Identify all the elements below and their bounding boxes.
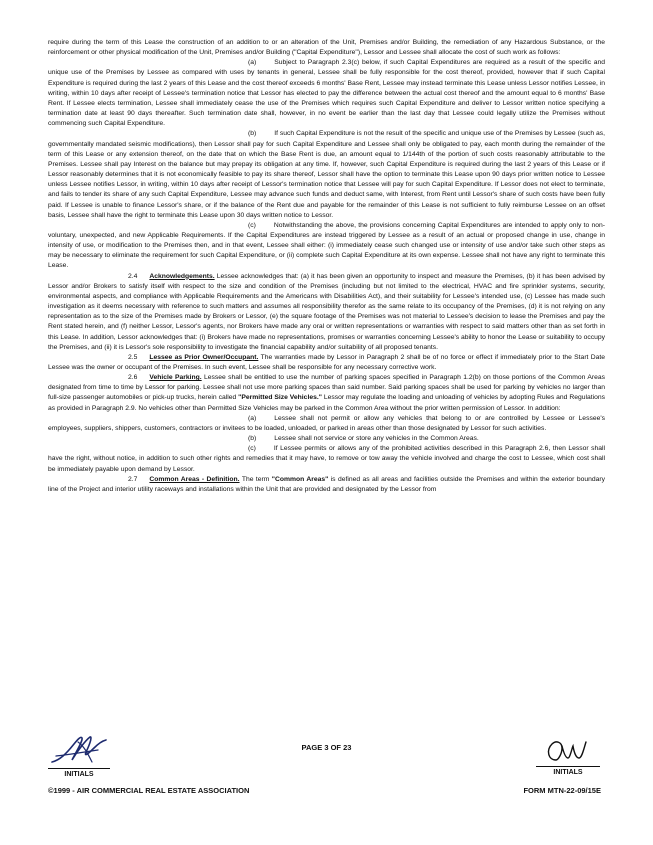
section-text: Lessee acknowledges that: (a) it has been given an opportunity to inspect and measure the Premises, (b) it has been advised by Lessor and/or Brokers to satisfy itself with respect to the size and condition of the Premises (including but not limited to the electrical, HVAC and fire sprinkler systems, security, environmental aspects, and compliance with Applicable Requirements and the Americans with Disabilities Act), and their suitability for Lessee's intended use, (c) Lessee has made such investigation as it deems necessary with reference to such matters and assumes all responsibility therefor as the same relate to its occupancy of the Premises, (d) it is not relying on any representation as to the size of the Premises made by Brokers or Lessor, (e) the square footage of the Premises was not material to Lessee's decision to lease the Premises and pay the Rent stated herein, and (f) neither Lessor, Lessor's agents, nor Brokers have made any oral or written representations or warranties with respect to said matters other than as set forth in this Lease. In addition, Lessor acknowledges that: (i) Brokers have made no representations, promises or warranties concerning Lessee's ability to honor the Lease or suitability to occupy the Premises, and (ii) it is Lessor's sole responsibility to investigate the financial capability and/or suitability of all proposed tenants. xyxy=(48,272,605,351)
section-2-6 xyxy=(48,373,605,414)
subparagraph-text: If such Capital Expenditure is not the result of the specific and unique use of the Premises by Lessee (such as, governmentally mandated seismic modifications), then Lessor shall pay for such Capital Expenditure and Lessee shall only be obligated to pay, each month during the remainder of the term of this Lease or any extension thereof, on the date that on which the Base Rent is due, an amount equal to 1/144th of the portion of such costs reasonably attributable to the Premises. Lessee shall pay Interest on the balance but may prepay its obligation at any time. If, however, such Capital Expenditure is required during the last 2 years of this Lease or if Lessor reasonably determines that it is not economically feasible to pay its share thereof, Lessor shall have the option to terminate this Lease upon 90 days prior written notice to Lessee unless Lessee notifies Lessor, in writing, within 10 days after receipt of Lessor's termination notice that Lessee will pay for such Capital Expenditure. If Lessor does not elect to terminate, and fails to tender its share of any such Capital Expenditure, Lessee may advance such funds and deduct same, with Interest, from Rent until Lessor's share of such costs have been fully paid. If Lessee is unable to finance Lessor's share, or if the balance of the Rent due and payable for the remainder of this Lease is not sufficient to fully reimburse Lessee on an offset basis, Lessee shall have the right to terminate this Lease upon 30 days written notice to Lessor. xyxy=(48,130,605,219)
section-text-continued: is defined as all areas and facilities outside the Premises and within the exterior boundary line of the Project and interior utility raceways and installations within the Unit that are provided and designated by the Lessor from xyxy=(48,475,605,493)
subparagraph-label: (b) xyxy=(248,130,257,138)
handwritten-initials-right-signature xyxy=(536,730,600,766)
section-2-7 xyxy=(48,475,605,495)
section-number: 2.6 xyxy=(128,374,138,382)
subparagraph-label: (a) xyxy=(248,414,257,422)
copyright-notice: ©1999 - AIR COMMERCIAL REAL ESTATE ASSOCIATION xyxy=(48,786,250,795)
subparagraph-a xyxy=(48,58,605,129)
section-number: 2.5 xyxy=(128,353,138,361)
subparagraph-label: (c) xyxy=(248,445,256,453)
section-2-4 xyxy=(48,272,605,353)
defined-term: "Common Areas" xyxy=(271,475,329,483)
section-text: The warranties made by Lessor in Paragraph 2 shall be of no force or effect if immediately prior to the Start Date Lessee was the owner or occupant of the Premises. In such event, Lessee shall be responsible for any necessary corrective work. xyxy=(48,353,606,371)
section-number: 2.7 xyxy=(128,475,138,483)
subparagraph-text: If Lessee permits or allows any of the prohibited activities described in this Paragraph 2.6, then Lessor shall have the right, without notice, in addition to such other rights and remedies that it may have, to remove or tow away the vehicle involved and charge the cost to Lessee, which cost shall be immediately payable upon demand by Lessor. xyxy=(48,445,605,473)
subparagraph-text: Lessee shall not permit or allow any vehicles that belong to or are controlled by Lessee or Lessee's employees, suppliers, shippers, customers, contractors or invitees to be loaded, unloaded, or parked in areas other than those designated by Lessor for such activities. xyxy=(48,414,605,432)
subparagraph-2-6-b xyxy=(48,434,605,444)
subparagraph-label: (c) xyxy=(248,221,256,229)
subparagraph-2-6-c xyxy=(48,444,605,474)
section-number: 2.4 xyxy=(128,272,138,280)
subparagraph-text: Notwithstanding the above, the provisions concerning Capital Expenditures are intended to apply only to non-voluntary, unexpected, and new Applicable Requirements. If the Capital Expenditures are instead triggered by Lessee as a result of an actual or proposed change in use, change in intensity of use, or modification to the Premises then, and in that event, Lessee shall either: (i) immediately cease such changed use or intensity of use and/or take such other steps as may be necessary to eliminate the requirement for such Capital Expenditure, or (ii) complete such Capital Expenditure at its own expense. Lessee shall not have any right to terminate this Lease. xyxy=(48,221,605,270)
section-title: Acknowledgements. xyxy=(149,272,215,280)
initials-line xyxy=(48,768,110,769)
subparagraph-2-6-a xyxy=(48,414,605,434)
subparagraph-text: Subject to Paragraph 2.3(c) below, if such Capital Expenditures are required as a result of the specific and unique use of the Premises by Lessee as compared with uses by tenants in general, Lessee shall be fully responsible for the cost thereof, provided, however that if such Capital Expenditure is required during the last 2 years of this Lease and the cost thereof exceeds 6 months' Base Rent, Lessee may instead terminate this Lease unless Lessor notifies Lessee, in writing, within 10 days after receipt of Lessee's termination notice that Lessor has elected to pay the difference between the actual cost thereof and the amount equal to 6 months' Base Rent. If Lessee elects termination, Lessee shall immediately cease the use of the Premises which requires such Capital Expenditure and deliver to Lessor written notice specifying a termination date at least 90 days thereafter. Such termination date shall, however, in no event be earlier than the last day that Lessee could legally utilize the Premises without commencing such Capital Expenditure. xyxy=(48,59,605,128)
subparagraph-c xyxy=(48,221,605,272)
section-title: Common Areas - Definition. xyxy=(149,475,240,483)
section-title: Vehicle Parking. xyxy=(149,374,202,382)
page-number: PAGE 3 OF 23 xyxy=(301,743,352,752)
subparagraph-b xyxy=(48,129,605,220)
section-text: The term xyxy=(241,475,270,483)
section-title: Lessee as Prior Owner/Occupant. xyxy=(149,353,259,361)
form-identifier: FORM MTN-22-09/15E xyxy=(523,786,601,795)
subparagraph-text: Lessee shall not service or store any vehicles in the Common Areas. xyxy=(274,435,479,443)
initials-label: INITIALS xyxy=(553,769,583,776)
lease-body xyxy=(48,38,605,495)
defined-term: "Permitted Size Vehicles." xyxy=(238,394,322,402)
subparagraph-label: (b) xyxy=(248,435,257,443)
subparagraph-label: (a) xyxy=(248,59,257,67)
section-2-5 xyxy=(48,353,605,373)
initials-label: INITIALS xyxy=(64,771,94,778)
lessor-initials-block xyxy=(48,732,110,782)
paragraph-intro: require during the term of this Lease the construction of an addition to or an alteration of the Unit, Premises and/or Building, the remediation of any Hazardous Substance, or the reinforcement or other physical modification of the Unit, Premises and/or Building ("Capital Expenditure"), Lessor and Lessee shall allocate the cost of such work as follows: xyxy=(48,39,605,57)
lessee-initials-block xyxy=(536,730,600,782)
section-text-continued: Lessor may regulate the loading and unloading of vehicles by adopting Rules and Regulations as provided in Paragraph 2.9. No vehicles other than Permitted Size Vehicles may be parked in the Common Area without the prior written permission of Lessor. In addition: xyxy=(48,394,605,412)
initials-line xyxy=(536,766,600,767)
section-text: Lessee shall be entitled to use the number of parking spaces specified in Paragraph 1.2(b) on those portions of the Common Areas designated from time to time by Lessor for parking. Lessee shall not use more parking spaces than said number. Said parking spaces shall be used for parking by vehicles no larger than full-size passenger automobiles or pick-up trucks, herein called xyxy=(48,374,605,402)
